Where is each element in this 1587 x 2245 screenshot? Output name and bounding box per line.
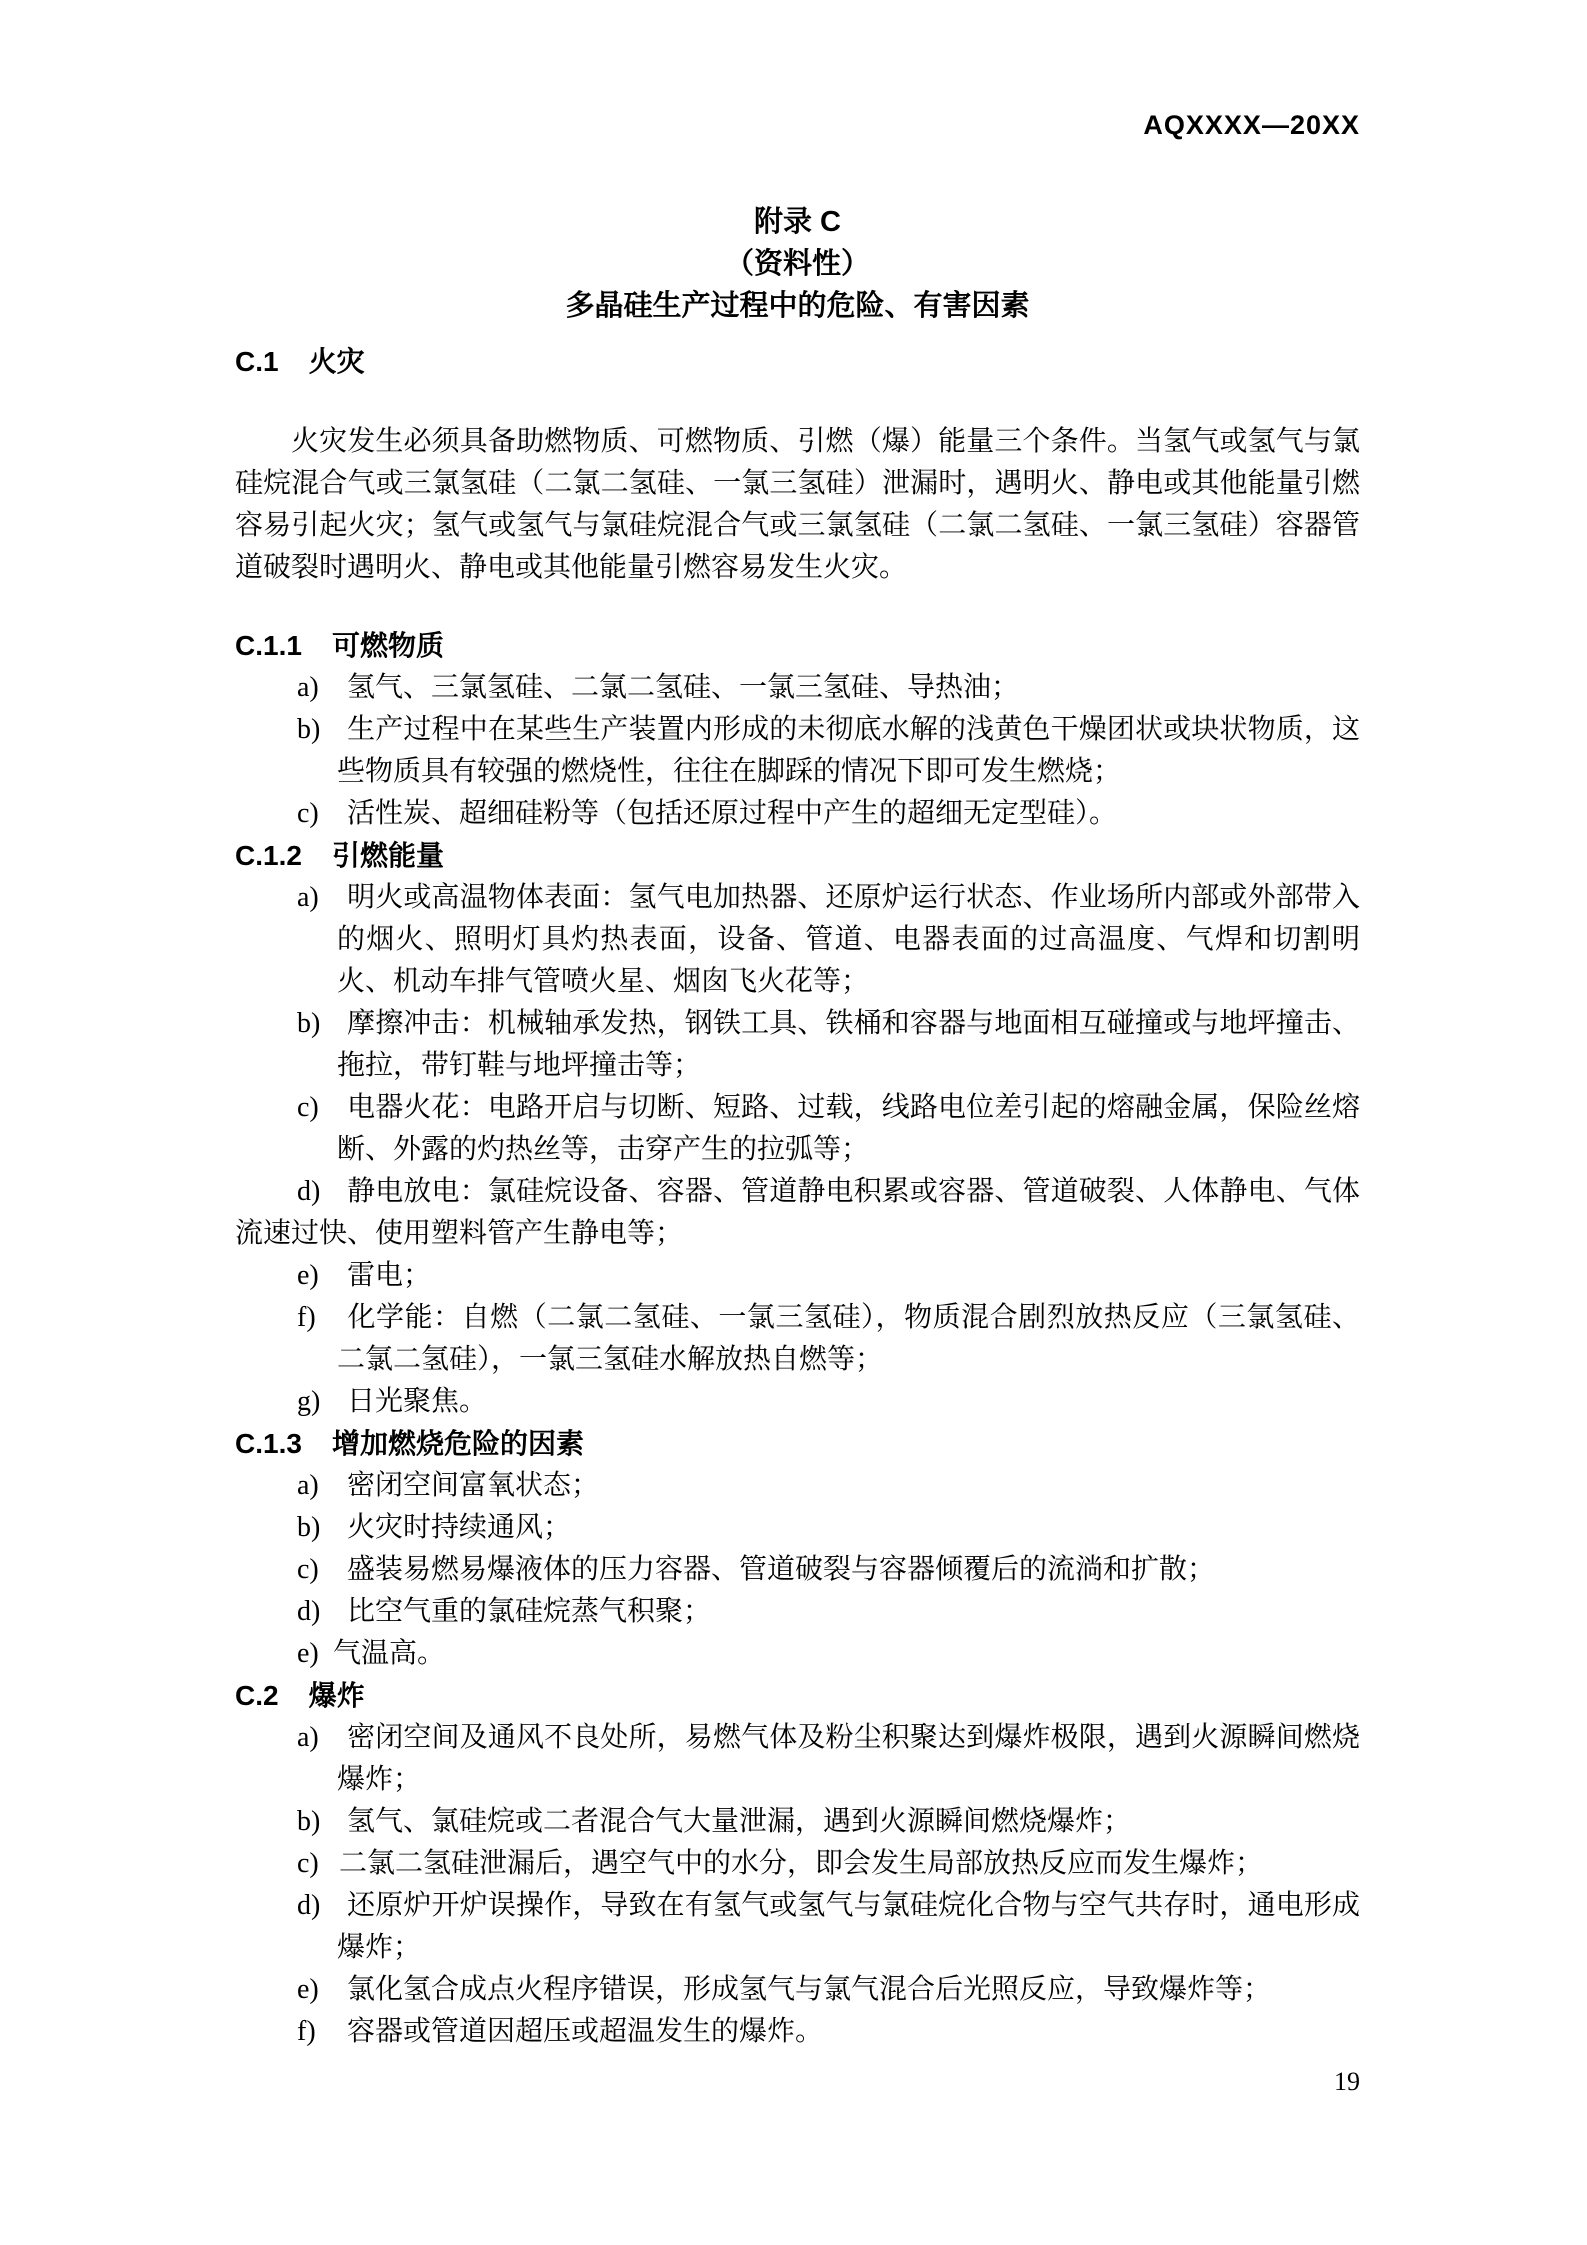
list-item bbox=[235, 1843, 1360, 1885]
list-item bbox=[235, 2011, 1360, 2053]
list-item-label: d) bbox=[297, 1596, 321, 1627]
list-item bbox=[235, 1885, 1360, 1969]
list-item-label: c) bbox=[297, 1554, 319, 1585]
doc-code: AQXXXX—20XX bbox=[1143, 110, 1360, 140]
list-item bbox=[235, 1969, 1360, 2011]
section-heading-c11 bbox=[235, 625, 1360, 667]
list-item bbox=[235, 1171, 1360, 1255]
intro-paragraph: 火灾发生必须具备助燃物质、可燃物质、引燃（爆）能量三个条件。当氢气或氢气与氯硅烷混合气或三氯氢硅（二氯二氢硅、一氯三氢硅）泄漏时，遇明火、静电或其他能量引燃容易引起火灾；氢气或氢气与氯硅烷混合气或三氯氢硅（二氯二氢硅、一氯三氢硅）容器管道破裂时遇明火、静电或其他能量引燃容易发生火灾。 bbox=[235, 426, 1360, 583]
list-item bbox=[235, 1633, 1360, 1675]
list-item-text: 日光聚焦。 bbox=[347, 1386, 488, 1417]
list-item bbox=[235, 667, 1360, 709]
list-item bbox=[235, 1801, 1360, 1843]
list-item-text: 火灾时持续通风； bbox=[347, 1512, 572, 1543]
list-item-text: 气温高。 bbox=[333, 1638, 446, 1669]
list-item-label: e) bbox=[297, 1974, 319, 2005]
list-item-text: 摩擦冲击：机械轴承发热，钢铁工具、铁桶和容器与地面相互碰撞或与地坪撞击、拖拉，带钉鞋与地坪撞击等； bbox=[337, 1008, 1360, 1081]
section-number: C.2 bbox=[235, 1680, 279, 1711]
list-item bbox=[235, 1717, 1360, 1801]
list-item-label: a) bbox=[297, 672, 319, 703]
appendix-type-note: （资料性） bbox=[724, 248, 870, 280]
list-item-text: 二氯二氢硅泄漏后，遇空气中的水分，即会发生局部放热反应而发生爆炸； bbox=[339, 1848, 1264, 1879]
section-number: C.1.1 bbox=[235, 630, 302, 661]
list-item-label: d) bbox=[297, 1890, 321, 1921]
list-item bbox=[235, 1297, 1360, 1381]
list-item bbox=[235, 793, 1360, 835]
list-item-label: a) bbox=[297, 1722, 319, 1753]
list-item-text: 氢气、氯硅烷或二者混合气大量泄漏，遇到火源瞬间燃烧爆炸； bbox=[347, 1806, 1132, 1837]
list-item bbox=[235, 1087, 1360, 1171]
appendix-title: 附录 C bbox=[753, 206, 841, 238]
list-item-text: 静电放电：氯硅烷设备、容器、管道静电积累或容器、管道破裂、人体静电、气体流速过快、使用塑料管产生静电等； bbox=[235, 1176, 1360, 1249]
list-item-label: a) bbox=[297, 1470, 319, 1501]
appendix-title-block bbox=[235, 201, 1360, 327]
list-item-label: c) bbox=[297, 1092, 319, 1123]
appendix-subject: 多晶硅生产过程中的危险、有害因素 bbox=[565, 290, 1030, 322]
list-item-text: 密闭空间及通风不良处所，易燃气体及粉尘积聚达到爆炸极限，遇到火源瞬间燃烧爆炸； bbox=[337, 1722, 1360, 1795]
section-heading-c1 bbox=[235, 341, 1360, 383]
list-item-label: f) bbox=[297, 1302, 316, 1333]
section-title: 增加燃烧危险的因素 bbox=[331, 1428, 584, 1459]
list-item-text: 容器或管道因超压或超温发生的爆炸。 bbox=[347, 2016, 824, 2047]
list-item-label: b) bbox=[297, 1008, 321, 1039]
list-item-text: 雷电； bbox=[347, 1260, 432, 1291]
list-item bbox=[235, 1255, 1360, 1297]
section-heading-c2 bbox=[235, 1675, 1360, 1717]
section-number: C.1.3 bbox=[235, 1428, 302, 1459]
list-item-text: 生产过程中在某些生产装置内形成的未彻底水解的浅黄色干燥团状或块状物质，这些物质具有较强的燃烧性，往往在脚踩的情况下即可发生燃烧； bbox=[337, 714, 1360, 787]
list-item-label: b) bbox=[297, 714, 321, 745]
list-item bbox=[235, 709, 1360, 793]
list-item-text: 电器火花：电路开启与切断、短路、过载，线路电位差引起的熔融金属，保险丝熔断、外露的灼热丝等，击穿产生的拉弧等； bbox=[337, 1092, 1360, 1165]
list-item bbox=[235, 1507, 1360, 1549]
list-item-label: d) bbox=[297, 1176, 321, 1207]
list-item-text: 明火或高温物体表面：氢气电加热器、还原炉运行状态、作业场所内部或外部带入的烟火、照明灯具灼热表面，设备、管道、电器表面的过高温度、气焊和切割明火、机动车排气管喷火星、烟囱飞火花等； bbox=[337, 882, 1360, 997]
list-item-label: b) bbox=[297, 1512, 321, 1543]
list-item bbox=[235, 1465, 1360, 1507]
section-heading-c12 bbox=[235, 835, 1360, 877]
list-item bbox=[235, 1003, 1360, 1087]
list-item-label: c) bbox=[297, 798, 319, 829]
list-item bbox=[235, 1591, 1360, 1633]
list-item bbox=[235, 1381, 1360, 1423]
list-item-label: a) bbox=[297, 882, 319, 913]
section-number: C.1.2 bbox=[235, 840, 302, 871]
list-item-text: 密闭空间富氧状态； bbox=[347, 1470, 600, 1501]
list-item-text: 活性炭、超细硅粉等（包括还原过程中产生的超细无定型硅）。 bbox=[347, 798, 1118, 829]
list-item-label: f) bbox=[297, 2016, 316, 2047]
list-item-text: 化学能：自燃（二氯二氢硅、一氯三氢硅），物质混合剧烈放热反应（三氯氢硅、二氯二氢硅），一氯三氢硅水解放热自燃等； bbox=[337, 1302, 1360, 1375]
list-item-label: e) bbox=[297, 1638, 319, 1669]
section-title: 可燃物质 bbox=[331, 630, 444, 661]
list-item-text: 氯化氢合成点火程序错误，形成氢气与氯气混合后光照反应，导致爆炸等； bbox=[347, 1974, 1272, 2005]
section-title: 爆炸 bbox=[308, 1680, 365, 1711]
list-item bbox=[235, 877, 1360, 1003]
list-item-text: 盛装易燃易爆液体的压力容器、管道破裂与容器倾覆后的流淌和扩散； bbox=[347, 1554, 1216, 1585]
section-heading-c13 bbox=[235, 1423, 1360, 1465]
section-title: 引燃能量 bbox=[331, 840, 444, 871]
list-item-label: g) bbox=[297, 1386, 321, 1417]
list-item-text: 还原炉开炉误操作，导致在有氢气或氢气与氯硅烷化合物与空气共存时，通电形成爆炸； bbox=[337, 1890, 1360, 1963]
list-item-label: e) bbox=[297, 1260, 319, 1291]
section-title: 火灾 bbox=[308, 346, 365, 377]
list-item-label: c) bbox=[297, 1848, 319, 1879]
list-item-text: 比空气重的氯硅烷蒸气积聚； bbox=[347, 1596, 712, 1627]
list-item bbox=[235, 1549, 1360, 1591]
list-item-label: b) bbox=[297, 1806, 321, 1837]
section-number: C.1 bbox=[235, 346, 279, 377]
list-item-text: 氢气、三氯氢硅、二氯二氢硅、一氯三氢硅、导热油； bbox=[347, 672, 1020, 703]
page-number: 19 bbox=[1334, 2067, 1360, 2096]
